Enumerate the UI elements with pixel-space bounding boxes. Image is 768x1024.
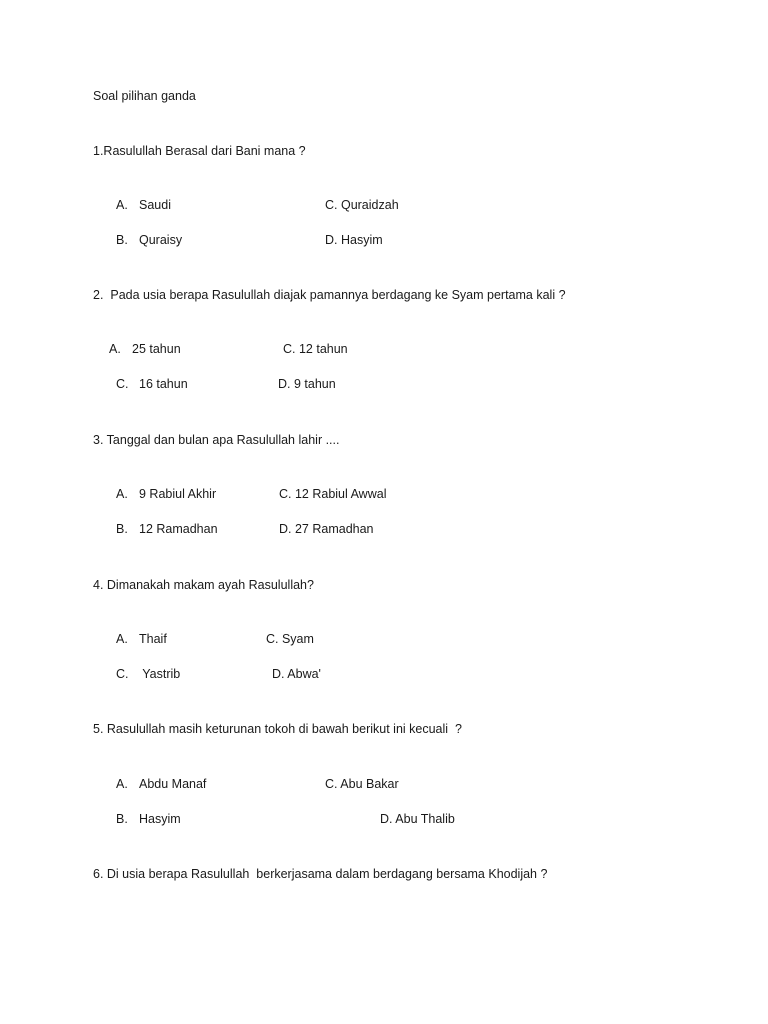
q2-option-a-letter: A. [109,342,121,356]
q1-option-a-letter: A. [116,198,128,212]
question-6-text: 6. Di usia berapa Rasulullah berkerjasama dalam berdagang bersama Khodijah ? [93,867,548,881]
question-5-text: 5. Rasulullah masih keturunan tokoh di bawah berikut ini kecuali ? [93,722,462,736]
question-3-text: 3. Tanggal dan bulan apa Rasulullah lahir .... [93,433,340,447]
q2-option-a [109,341,181,357]
document-heading: Soal pilihan ganda [93,89,196,103]
q2-option-d: D. 9 tahun [278,377,336,391]
q5-option-b-text: Hasyim [139,812,181,826]
q4-option-d: D. Abwa' [272,667,321,681]
question-4-text: 4. Dimanakah makam ayah Rasulullah? [93,578,314,592]
q1-option-b-text: Quraisy [139,233,183,247]
q1-option-a-text: Saudi [139,198,171,212]
question-2-text: 2. Pada usia berapa Rasulullah diajak pamannya berdagang ke Syam pertama kali ? [93,288,566,302]
q4-option-c-second-letter: C. [116,667,129,681]
q5-option-a-letter: A. [116,777,128,791]
q1-option-b [116,232,182,248]
q2-option-c-second-letter: C. [116,377,129,391]
q3-option-a-text: 9 Rabiul Akhir [139,487,217,501]
q1-option-c: C. Quraidzah [325,198,399,212]
q2-option-c: C. 12 tahun [283,342,348,356]
q3-option-a-letter: A. [116,487,128,501]
q4-option-a-letter: A. [116,632,128,646]
q3-option-b [116,521,218,537]
q2-option-c-second-text: 16 tahun [139,377,188,391]
q4-option-c: C. Syam [266,632,314,646]
q3-option-c: C. 12 Rabiul Awwal [279,487,387,501]
q5-option-b [116,811,181,827]
q2-option-a-text: 25 tahun [132,342,181,356]
q3-option-a [116,486,216,502]
q3-option-b-letter: B. [116,522,128,536]
q5-option-d: D. Abu Thalib [380,812,455,826]
q5-option-a-text: Abdu Manaf [139,777,207,791]
q4-option-c-second [116,666,180,682]
q5-option-c: C. Abu Bakar [325,777,399,791]
q1-option-a [116,197,171,213]
q3-option-d: D. 27 Ramadhan [279,522,374,536]
q5-option-b-letter: B. [116,812,128,826]
q1-option-d: D. Hasyim [325,233,383,247]
question-1-text: 1.Rasulullah Berasal dari Bani mana ? [93,144,306,158]
q3-option-b-text: 12 Ramadhan [139,522,218,536]
q5-option-a [116,776,206,792]
q4-option-a [116,631,167,647]
q2-option-c-second [116,376,188,392]
q1-option-b-letter: B. [116,233,128,247]
q4-option-a-text: Thaif [139,632,167,646]
q4-option-c-second-text: Yastrib [139,667,181,681]
